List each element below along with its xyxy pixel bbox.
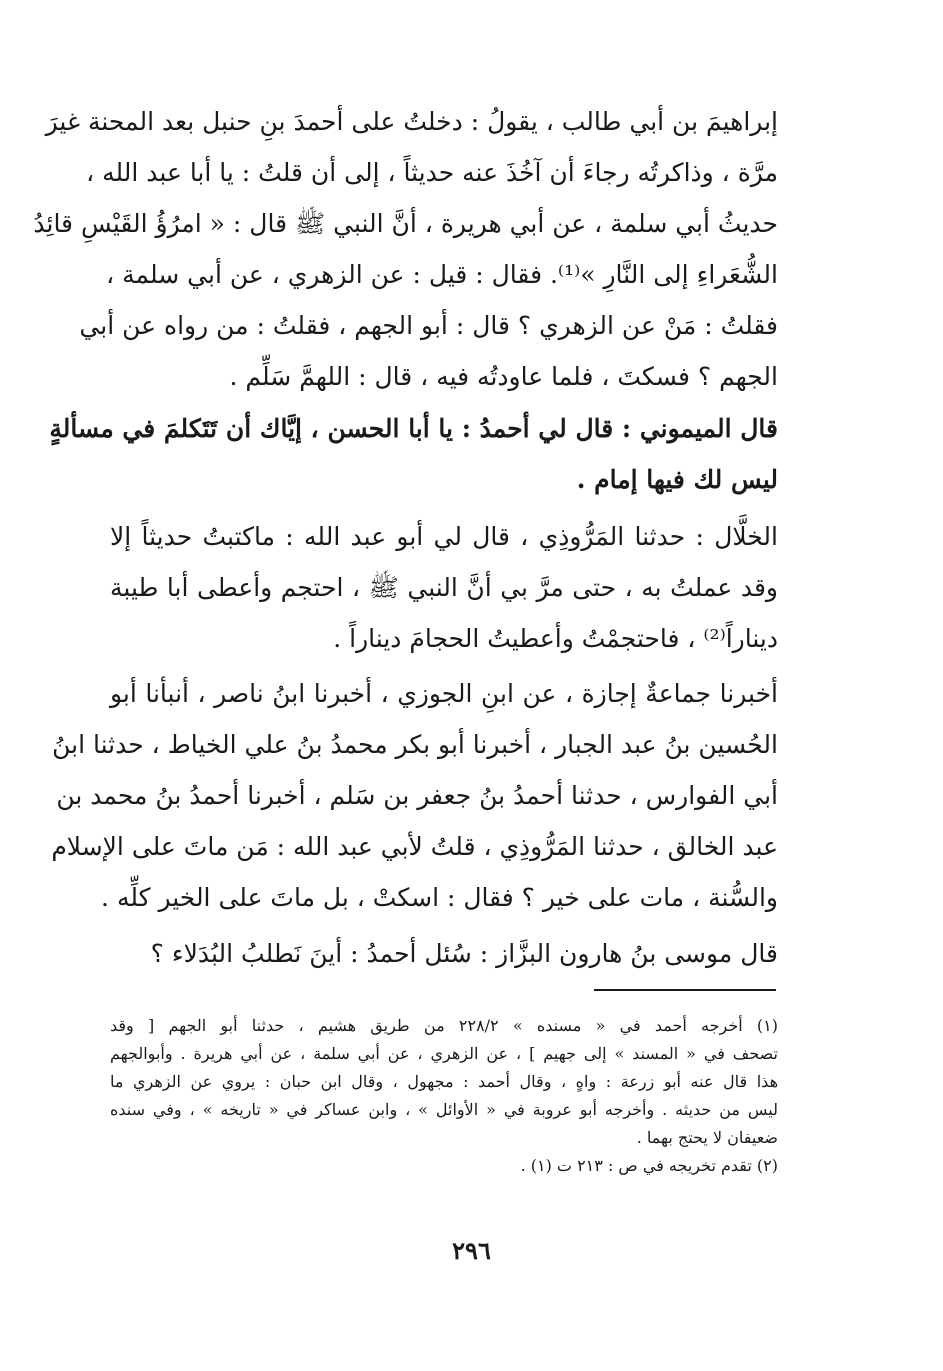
footnote-separator — [594, 989, 776, 991]
paragraph-4 — [51, 668, 778, 923]
page-number: ٢٩٦ — [452, 1236, 491, 1265]
paragraph-1 — [33, 96, 778, 402]
text-line: ليس لك فيها إمام . — [576, 465, 778, 494]
footnotes — [110, 1012, 778, 1180]
text-line: عبد الخالق ، حدثنا المَرُّوذِي ، قلتُ لأبي عبد الله : مَن ماتَ على الإسلام — [51, 832, 778, 861]
text-line: أخبرنا جماعةٌ إجازة ، عن ابنِ الجوزي ، أخبرنا ابنُ ناصر ، أنبأنا أبو — [110, 679, 778, 708]
footnote-2 — [110, 1152, 778, 1180]
text-line: وقد عملتُ به ، حتى مرَّ بي أنَّ النبي ﷺ ، احتجم وأعطى أبا طيبة — [110, 573, 778, 602]
footnote-line: (١) أخرجه أحمد في « مسنده » ٢٢٨/٢ من طريق هشيم ، حدثنا أبو الجهم [ وقد — [110, 1016, 778, 1035]
text-line: والسُّنة ، مات على خير ؟ فقال : اسكتْ ، بل ماتَ على الخير كلِّه . — [101, 883, 778, 912]
text-line: قال الميموني : قال لي أحمدُ : يا أبا الحسن ، إيَّاك أن تَتَكلمَ في مسألةٍ — [49, 414, 778, 443]
text-line: الخلَّال : حدثنا المَرُّوذِي ، قال لي أبو عبد الله : ماكتبتُ حديثاً إلا — [110, 522, 778, 551]
paragraph-5 — [110, 928, 778, 979]
text-line: ديناراً⁽²⁾ ، فاحتجمْتُ وأعطيتُ الحجامَ ديناراً . — [333, 624, 778, 653]
paragraph-3 — [110, 511, 778, 664]
footnote-line: تصحف في « المسند » إلى جهيم ] ، عن الزهري ، عن أبي سلمة ، عن أبي هريرة . وأبوالجهم — [110, 1044, 778, 1063]
footnote-line: ليس من حديثه . وأخرجه أبو عروبة في « الأوائل » ، وابن عساكر في « تاريخه » ، وفي سنده — [110, 1100, 778, 1119]
text-line: مرَّة ، وذاكرتُه رجاءَ أن آخُذَ عنه حديثاً ، إلى أن قلتُ : يا أبا عبد الله ، — [86, 158, 778, 187]
footnote-line: ضعيفان لا يحتج بهما . — [636, 1128, 778, 1147]
text-line: الحُسين بنُ عبد الجبار ، أخبرنا أبو بكر محمدُ بنُ علي الخياط ، حدثنا ابنُ — [52, 730, 778, 759]
text-line: الشُّعَراءِ إلى النَّارِ »⁽¹⁾. فقال : قيل : عن الزهري ، عن أبي سلمة ، — [106, 260, 778, 289]
footnote-line: هذا قال عنه أبو زرعة : واهٍ ، وقال أحمد : مجهول ، وقال ابن حبان : يروي عن الزهري ما — [110, 1072, 778, 1091]
paragraph-2 — [49, 403, 778, 505]
text-line: إبراهيمَ بن أبي طالب ، يقولُ : دخلتُ على أحمدَ بنِ حنبل بعد المحنة غيرَ — [45, 107, 778, 136]
footnote-1 — [110, 1012, 778, 1152]
text-line: فقلتُ : مَنْ عن الزهري ؟ قال : أبو الجهم ، فقلتُ : من رواه عن أبي — [79, 311, 778, 340]
text-line: قال موسى بنُ هارون البزَّاز : سُئل أحمدُ : أينَ نَطلبُ البُدَلاء ؟ — [150, 939, 778, 968]
footnote-line: (٢) تقدم تخريجه في ص : ٢١٣ ت (١) . — [520, 1156, 778, 1175]
text-line: الجهم ؟ فسكتَ ، فلما عاودتُه فيه ، قال : اللهمَّ سَلِّم . — [229, 362, 778, 391]
text-line: حديثُ أبي سلمة ، عن أبي هريرة ، أنَّ النبي ﷺ قال : « امرُؤُ القَيْسِ قائِدُ — [33, 209, 778, 238]
text-line: أبي الفوارس ، حدثنا أحمدُ بنُ جعفر بن سَلم ، أخبرنا أحمدُ بنُ محمد بن — [56, 781, 778, 810]
